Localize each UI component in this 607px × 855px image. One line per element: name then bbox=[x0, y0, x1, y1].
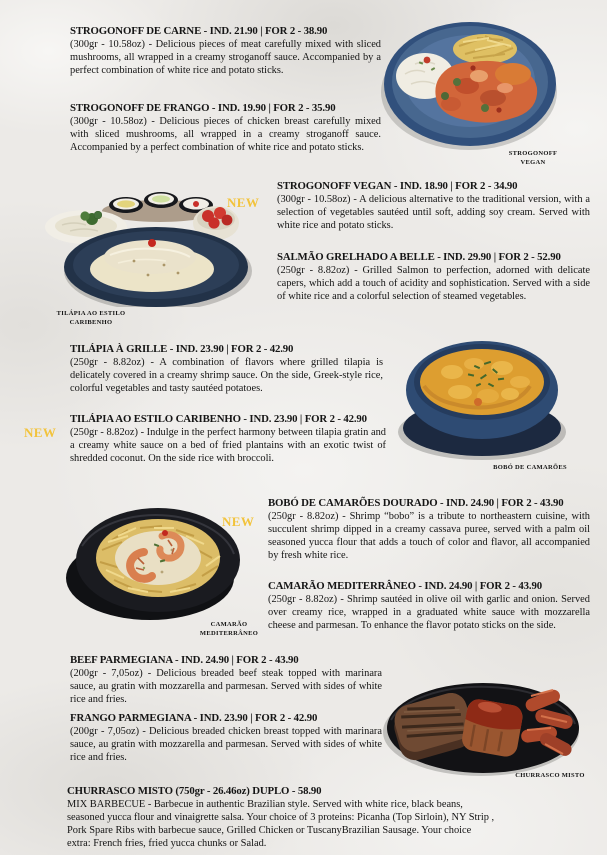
churrasco-misto-photo bbox=[383, 666, 583, 780]
menu-item-stroganoff-vegan bbox=[277, 180, 590, 233]
menu-item-camarao-mediterraneo bbox=[268, 580, 590, 633]
tilapia-caribenho-photo bbox=[30, 183, 262, 307]
caption-tilapia-caribenho: TILÁPIA AO ESTILO CARIBENHO bbox=[56, 310, 126, 326]
stroganoff-stew bbox=[435, 61, 537, 123]
item-description: (250gr - 8.82oz) - Shrimp “bobo” is a tribute to northeastern cuisine, with succulent shrimp dipped in a creamy cassava puree, served with a palm oil seasoned yucca flour that adds a touch of color and flavor, all accompanied by fresh white rice. bbox=[268, 511, 590, 561]
menu-item-bobo-camaroes bbox=[268, 497, 590, 563]
camarao-mediterraneo-photo bbox=[66, 496, 250, 624]
item-description: (250gr - 8.82oz) - A combination of flavors where grilled tilapia is delicately covered in a creamy shrimp sauce. On the side, Greek-style rice, colorful vegetables and tasty sautéed potatoes. bbox=[70, 357, 383, 394]
item-heading: STROGONOFF DE CARNE - IND. 21.90 | FOR 2 - 38.90 bbox=[70, 25, 328, 37]
new-badge-camarao-mediterraneo: NEW bbox=[222, 514, 255, 529]
item-description: (250gr - 8.82oz) - Shrimp sautéed in olive oil with garlic and onion. Served over creamy rice, wrapped in a graduated white sauce with mozzarella cheese and parmesan. To enhance the flavor potato sticks on the side. bbox=[268, 594, 590, 631]
caption-camarao-mediterraneo: CAMARÃO MEDITERRÂNEO bbox=[199, 621, 259, 637]
item-heading: FRANGO PARMEGIANA - IND. 23.90 | FOR 2 - 42.90 bbox=[70, 712, 318, 724]
main-plate bbox=[64, 227, 252, 307]
item-heading: BEEF PARMEGIANA - IND. 24.90 | FOR 2 - 43.90 bbox=[70, 654, 299, 666]
ribs bbox=[460, 697, 524, 758]
menu-item-stroganoff-carne bbox=[70, 25, 381, 78]
item-description: (300gr - 10.58oz) - Delicious pieces of chicken breast carefully mixed with sliced mushrooms, all wrapped in a creamy stroganoff sauce. Accompanied by a perfect combination of white rice and potato sticks. bbox=[70, 116, 381, 153]
stroganoff-vegan-photo bbox=[381, 16, 563, 152]
item-heading: TILÁPIA À GRILLE - IND. 23.90 | FOR 2 - 42.90 bbox=[70, 343, 294, 355]
menu-item-churrasco-misto bbox=[67, 785, 497, 851]
item-description: (200gr - 7,05oz) - Delicious breaded beef steak topped with marinara sauce, au gratin with mozzarella and parmesan. Served with sides of white rice and fries. bbox=[70, 668, 382, 705]
new-badge-stroganoff-vegan: NEW bbox=[227, 195, 260, 210]
menu-item-tilapia-grille bbox=[70, 343, 383, 396]
creamy-rice bbox=[115, 531, 201, 585]
item-description: MIX BARBECUE - Barbecue in authentic Brazilian style. Served with white rice, black beans, seasoned yucca flour and vinaigrette salsa. Your choice of 3 proteins: Picanha (Top Sirloin), NY Strip , Pork Spare Ribs with barbecue sauce, Grilled Chicken or TuscanyBrazilian Sausage. Your choice extra: French fries, fried yucca chunks or Salad. bbox=[67, 799, 495, 849]
caption-stroganoff-vegan: STROGONOFF VEGAN bbox=[508, 150, 558, 166]
menu-item-tilapia-caribenho bbox=[70, 413, 386, 466]
menu-item-beef-parmegiana bbox=[70, 654, 382, 707]
item-heading: TILÁPIA AO ESTILO CARIBENHO - IND. 23.90 | FOR 2 - 42.90 bbox=[70, 413, 367, 425]
caption-churrasco-misto: CHURRASCO MISTO bbox=[515, 772, 585, 779]
item-description: (300gr - 10.58oz) - A delicious alternative to the traditional version, with a selection of vegetables sautéed until soft, adding soy cream. Served with white rice and potato sticks. bbox=[277, 194, 590, 231]
bobo-camaroes-photo bbox=[390, 326, 582, 464]
item-heading: CHURRASCO MISTO (750gr - 26.46oz) DUPLO - 58.90 bbox=[67, 785, 322, 797]
menu-item-salmao-grelhado bbox=[277, 251, 590, 304]
item-heading: BOBÓ DE CAMARÕES DOURADO - IND. 24.90 | FOR 2 - 43.90 bbox=[268, 497, 564, 509]
item-heading: STROGONOFF VEGAN - IND. 18.90 | FOR 2 - 34.90 bbox=[277, 180, 518, 192]
caption-bobo-camaroes: BOBÓ DE CAMARÕES bbox=[493, 464, 567, 471]
item-heading: STROGONOFF DE FRANGO - IND. 19.90 | FOR 2 - 35.90 bbox=[70, 102, 336, 114]
potato-sticks bbox=[453, 34, 517, 64]
item-description: (250gr - 8.82oz) - Grilled Salmon to perfection, adorned with delicate capers, which add a touch of acidity and sophistication. Served with a side of white rice and a colorful selection of steamed vegetables. bbox=[277, 265, 590, 302]
item-heading: SALMÃO GRELHADO A BELLE - IND. 29.90 | FOR 2 - 52.90 bbox=[277, 251, 561, 263]
menu-item-stroganoff-frango bbox=[70, 102, 381, 155]
item-heading: CAMARÃO MEDITERRÂNEO - IND. 24.90 | FOR 2 - 43.90 bbox=[268, 580, 542, 592]
cherry-garnish bbox=[148, 239, 156, 247]
item-description: (200gr - 7,05oz) - Delicious breaded chicken breast topped with marinara sauce, au gratin with mozzarella and parmesan. Served with sides of white rice and fries. bbox=[70, 726, 382, 763]
menu-item-frango-parmegiana bbox=[70, 712, 382, 765]
new-badge-tilapia-caribenho: NEW bbox=[24, 425, 57, 440]
item-description: (250gr - 8.82oz) - Indulge in the perfect harmony between tilapia gratin and a creamy white sauce on a bed of fried plantains with an exotic twist of shredded coconut. On the side rice with broccoli. bbox=[70, 427, 386, 464]
item-description: (300gr - 10.58oz) - Delicious pieces of meat carefully mixed with sliced mushrooms, all wrapped in a creamy stroganoff sauce. Accompanied by a perfect combination of white rice and potato sticks. bbox=[70, 39, 381, 76]
